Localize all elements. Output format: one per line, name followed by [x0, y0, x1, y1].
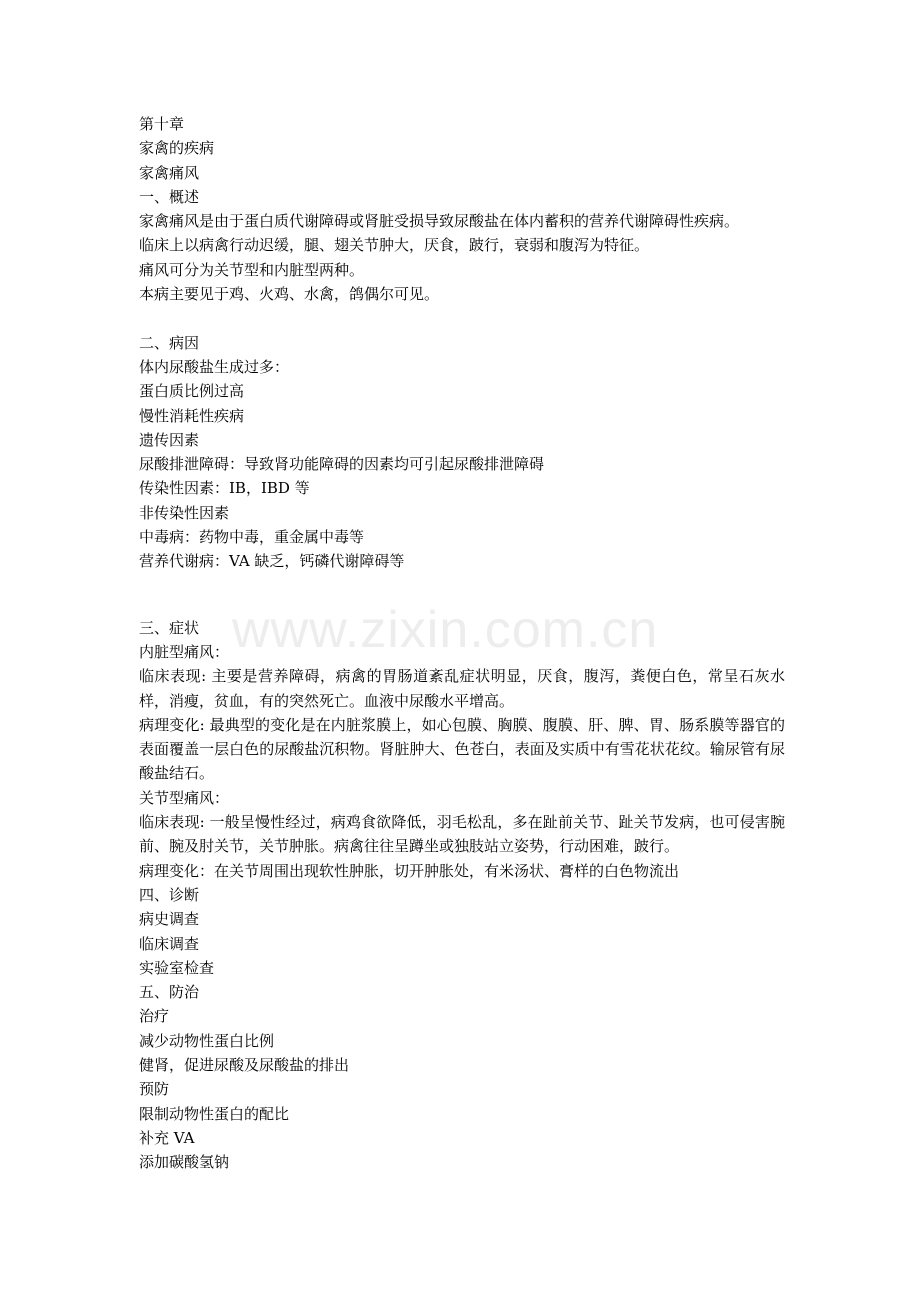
- heading-overview: 一、概述: [139, 187, 200, 206]
- pathology-paragraph: 病理变化: 最典型的变化是在内脏浆膜上，如心包膜、胸膜、腹膜、肝、脾、胃、肠系膜等器官的表面覆盖一层白色的尿酸盐沉积物。肾脏肿大、色苍白，表面及实质中有雪花状花纹。输尿管有尿酸盐结石。: [139, 715, 785, 783]
- subheading-articular-gout: 关节型痛风：: [139, 788, 230, 807]
- diagnosis-item: 临床调查: [139, 934, 200, 953]
- symptom-paragraph: 临床表现: 主要是营养障碍，病禽的胃肠道紊乱症状明显，厌食，腹泻，粪便白色，常呈石灰水样，消瘦，贫血，有的突然死亡。血液中尿酸水平增高。: [139, 667, 785, 710]
- heading-cause: 二、病因: [139, 333, 200, 352]
- cause-item: 体内尿酸盐生成过多：: [139, 357, 290, 376]
- cause-item: 传染性因素：IB，IBD 等: [139, 479, 310, 498]
- heading-symptoms: 三、症状: [139, 618, 200, 637]
- cause-item: 尿酸排泄障碍：导致肾功能障碍的因素均可引起尿酸排泄障碍: [139, 455, 545, 474]
- prevention-item: 健肾，促进尿酸及尿酸盐的排出: [139, 1055, 350, 1074]
- topic-title: 家禽痛风: [139, 163, 200, 182]
- pathology-paragraph: 病理变化：在关节周围出现软性肿胀，切开肿胀处，有米汤状、膏样的白色物流出: [139, 861, 680, 880]
- prevention-item: 限制动物性蛋白的配比: [139, 1104, 290, 1123]
- overview-paragraph: 本病主要见于鸡、火鸡、水禽，鸽偶尔可见。: [139, 285, 440, 304]
- cause-item: 非传染性因素: [139, 503, 230, 522]
- prevention-item: 补充 VA: [139, 1128, 195, 1147]
- overview-paragraph: 家禽痛风是由于蛋白质代谢障碍或肾脏受损导致尿酸盐在体内蓄积的营养代谢障碍性疾病。: [139, 212, 740, 231]
- diagnosis-item: 病史调查: [139, 910, 200, 929]
- prevention-item: 预防: [139, 1080, 170, 1099]
- overview-paragraph: 痛风可分为关节型和内脏型两种。: [139, 260, 365, 279]
- watermark: www.zixin.com.cn: [232, 601, 659, 659]
- cause-item: 营养代谢病：VA 缺乏，钙磷代谢障碍等: [139, 552, 405, 571]
- cause-item: 慢性消耗性疾病: [139, 406, 245, 425]
- overview-paragraph: 临床上以病禽行动迟缓，腿、翅关节肿大，厌食，跛行，衰弱和腹泻为特征。: [139, 236, 650, 255]
- spacer: [139, 574, 785, 616]
- symptom-paragraph: 临床表现: 一般呈慢性经过，病鸡食欲降低，羽毛松乱，多在趾前关节、趾关节发病，也可侵害腕前、腕及肘关节，关节肿胀。病禽往往呈蹲坐或独肢站立姿势，行动困难，跛行。: [139, 813, 785, 856]
- prevention-item: 添加碳酸氢钠: [139, 1153, 230, 1172]
- heading-prevention: 五、防治: [139, 983, 200, 1002]
- chapter-title: 第十章: [139, 115, 185, 133]
- spacer: [139, 306, 785, 330]
- heading-diagnosis: 四、诊断: [139, 885, 200, 904]
- subheading-visceral-gout: 内脏型痛风：: [139, 642, 230, 661]
- prevention-item: 治疗: [139, 1007, 170, 1026]
- cause-item: 遗传因素: [139, 430, 200, 449]
- cause-item: 蛋白质比例过高: [139, 382, 245, 401]
- cause-item: 中毒病：药物中毒，重金属中毒等: [139, 528, 365, 547]
- prevention-item: 减少动物性蛋白比例: [139, 1031, 275, 1050]
- section-title: 家禽的疾病: [139, 139, 215, 158]
- document-body: [139, 112, 785, 1174]
- diagnosis-item: 实验室检查: [139, 958, 215, 977]
